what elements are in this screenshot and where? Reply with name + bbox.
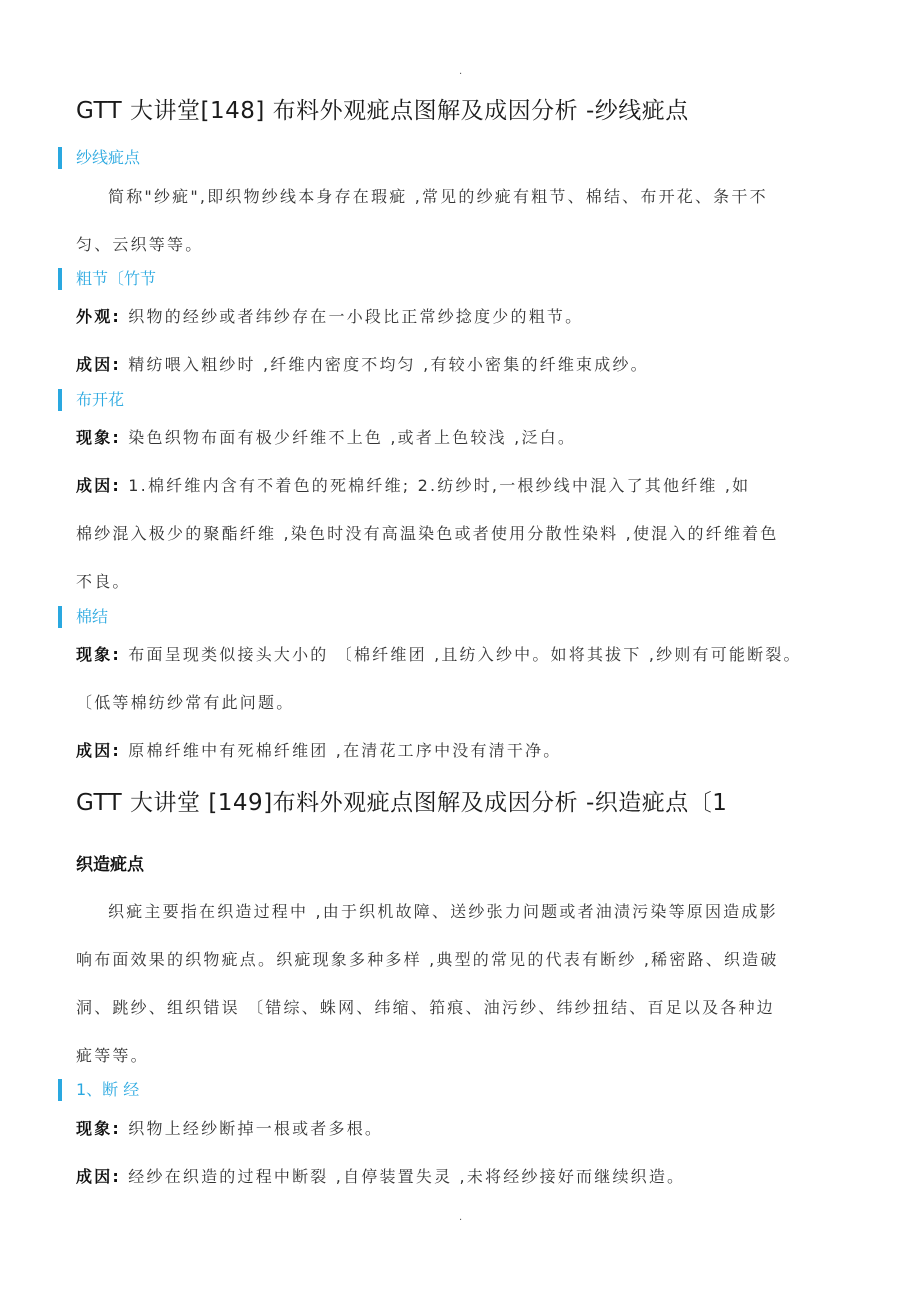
cause-label: 成因: [76,1167,121,1186]
bloom-cause-line-2: 棉纱混入极少的聚酯纤维 ,染色时没有高温染色或者使用分散性染料 ,使混入的纤维着色 [76,524,779,543]
section-slub: 粗节〔竹节 [58,268,156,290]
cause-label: 成因: [76,741,121,760]
cause-label: 成因: [76,476,121,495]
section-broken-warp: 1、断 经 [58,1079,139,1101]
bloom-cause-line-1 [76,473,750,496]
weaving-defects-heading: 织造疵点 [76,855,144,875]
yarn-paragraph-line-1: 简称"纱疵",即织物纱线本身存在瑕疵 ,常见的纱疵有粗节、棉结、布开花、条干不 [108,187,768,206]
slub-cause [76,352,649,375]
warp-phenomenon-text: 织物上经纱断掉一根或者多根。 [128,1119,384,1138]
weaving-paragraph-line-3: 洞、跳纱、组织错误 〔错综、蛛网、纬缩、筘痕、油污纱、纬纱扭结、百足以及各种边 [76,998,775,1017]
bloom-phenomenon-text: 染色织物布面有极少纤维不上色 ,或者上色较浅 ,泛白。 [128,428,577,447]
nep-cause-text: 原棉纤维中有死棉纤维团 ,在清花工序中没有清干净。 [128,741,562,760]
slub-appearance [76,304,583,327]
nep-cause [76,738,561,761]
nep-phenomenon-text: 布面呈现类似接头大小的 〔棉纤维团 ,且纺入纱中。如将其拔下 ,纱则有可能断裂。 [128,645,802,664]
bloom-phenomenon [76,425,576,448]
slub-appearance-text: 织物的经纱或者纬纱存在一小段比正常纱捻度少的粗节。 [128,307,584,326]
phenomenon-label: 现象: [76,428,121,447]
yarn-paragraph-line-2: 匀、云织等等。 [76,235,204,254]
section-cloth-bloom: 布开花 [58,389,124,411]
bottom-dot: . [459,1212,463,1223]
cause-label: 成因: [76,355,121,374]
phenomenon-label: 现象: [76,1119,121,1138]
warp-cause [76,1164,685,1187]
section-nep: 棉结 [58,606,108,628]
nep-phenomenon [76,642,802,665]
page-title-148: GTT 大讲堂[148] 布料外观疵点图解及成因分析 -纱线疵点 [76,98,689,124]
warp-cause-text: 经纱在织造的过程中断裂 ,自停装置失灵 ,未将经纱接好而继续织造。 [128,1167,686,1186]
appearance-label: 外观: [76,307,121,326]
top-dot: . [459,66,463,77]
slub-cause-text: 精纺喂入粗纱时 ,纤维内密度不均匀 ,有较小密集的纤维束成纱。 [128,355,649,374]
weaving-paragraph-line-4: 疵等等。 [76,1046,149,1065]
warp-phenomenon [76,1116,383,1139]
bloom-cause-line-3: 不良。 [76,572,131,591]
nep-phenomenon-line-2: 〔低等棉纺纱常有此问题。 [76,693,295,712]
page-title-149: GTT 大讲堂 [149]布料外观疵点图解及成因分析 -织造疵点〔1 [76,790,728,816]
bloom-cause-text-1: 1.棉纤维内含有不着色的死棉纤维; 2.纺纱时,一根纱线中混入了其他纤维 ,如 [128,476,751,495]
phenomenon-label: 现象: [76,645,121,664]
weaving-paragraph-line-1: 织疵主要指在织造过程中 ,由于织机故障、送纱张力问题或者油渍污染等原因造成影 [108,902,778,921]
weaving-paragraph-line-2: 响布面效果的织物疵点。织疵现象多种多样 ,典型的常见的代表有断纱 ,稀密路、织造破 [76,950,779,969]
section-yarn-defects: 纱线疵点 [58,147,140,169]
